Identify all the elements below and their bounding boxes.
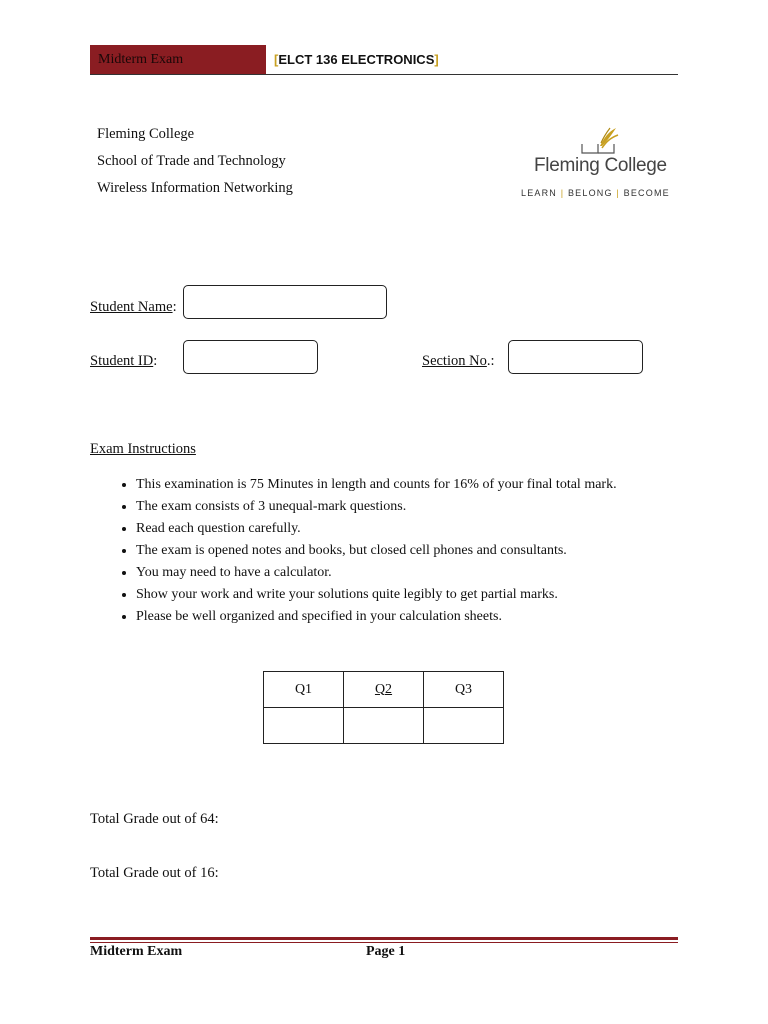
total-grade-64: Total Grade out of 64: xyxy=(90,811,219,827)
student-id-field[interactable] xyxy=(183,340,318,374)
institution-college: Fleming College xyxy=(97,126,195,142)
footer-rule-thin xyxy=(90,942,678,943)
grade-table-header-row xyxy=(264,672,504,708)
student-name-label-text: Student Name xyxy=(90,299,173,315)
instruction-item: • You may need to have a calculator. xyxy=(136,562,736,584)
instruction-item: • The exam is opened notes and books, but closed cell phones and consultants. xyxy=(136,540,736,562)
institution-school: School of Trade and Technology xyxy=(97,153,286,169)
header-exam-label: Midterm Exam xyxy=(90,45,266,74)
student-id-label-text: Student ID xyxy=(90,353,154,369)
footer-exam-label: Midterm Exam xyxy=(90,944,183,959)
grade-cell-q3[interactable] xyxy=(424,708,504,744)
logo-tagline xyxy=(521,188,670,198)
header-rule xyxy=(90,74,678,75)
header-bracket-close: ] xyxy=(434,52,439,67)
section-no-colon: .: xyxy=(486,353,495,369)
logo-tagline-belong: BELONG xyxy=(567,188,613,198)
header-course-label: ELCT 136 ELECTRONICS xyxy=(278,52,435,67)
grade-header-q1: Q1 xyxy=(264,672,344,708)
logo-separator: | xyxy=(616,188,620,198)
section-no-label-text: Section No xyxy=(422,353,487,369)
exam-instructions-title: Exam Instructions xyxy=(90,441,196,457)
header-bracket-open: [ xyxy=(274,52,279,67)
grade-table xyxy=(263,671,504,744)
instruction-item: • Read each question carefully. xyxy=(136,518,736,540)
book-feather-icon xyxy=(580,126,620,156)
instruction-item: • The exam consists of 3 unequal-mark questions. xyxy=(136,496,736,518)
grade-cell-q2[interactable] xyxy=(344,708,424,744)
logo-separator: | xyxy=(560,188,565,198)
student-name-field[interactable] xyxy=(183,285,387,319)
grade-table-score-row xyxy=(264,708,504,744)
total-grade-16: Total Grade out of 16: xyxy=(90,865,219,881)
grade-cell-q1[interactable] xyxy=(264,708,344,744)
instruction-item: • This examination is 75 Minutes in length and counts for 16% of your final total mark. xyxy=(136,474,736,496)
fleming-college-logo xyxy=(515,122,680,208)
grade-header-q2: Q2 xyxy=(344,672,424,708)
student-id-label xyxy=(90,353,157,370)
institution-program: Wireless Information Networking xyxy=(97,180,293,196)
student-name-colon: : xyxy=(172,299,177,315)
section-no-field[interactable] xyxy=(508,340,643,374)
exam-instructions-list xyxy=(108,474,736,628)
instruction-item: • Show your work and write your solutions quite legibly to get partial marks. xyxy=(136,584,736,606)
section-no-label xyxy=(422,353,495,370)
logo-tagline-learn: LEARN xyxy=(521,188,558,198)
logo-name: Fleming College xyxy=(534,155,667,176)
header-course-title xyxy=(274,45,439,74)
footer-rule-thick xyxy=(90,937,678,940)
footer-page-number: Page 1 xyxy=(366,944,406,959)
student-id-colon: : xyxy=(153,353,158,369)
instruction-item: • Please be well organized and specified in your calculation sheets. xyxy=(136,606,736,628)
logo-tagline-become: BECOME xyxy=(623,188,670,198)
student-name-label xyxy=(90,299,177,316)
grade-header-q3: Q3 xyxy=(424,672,504,708)
